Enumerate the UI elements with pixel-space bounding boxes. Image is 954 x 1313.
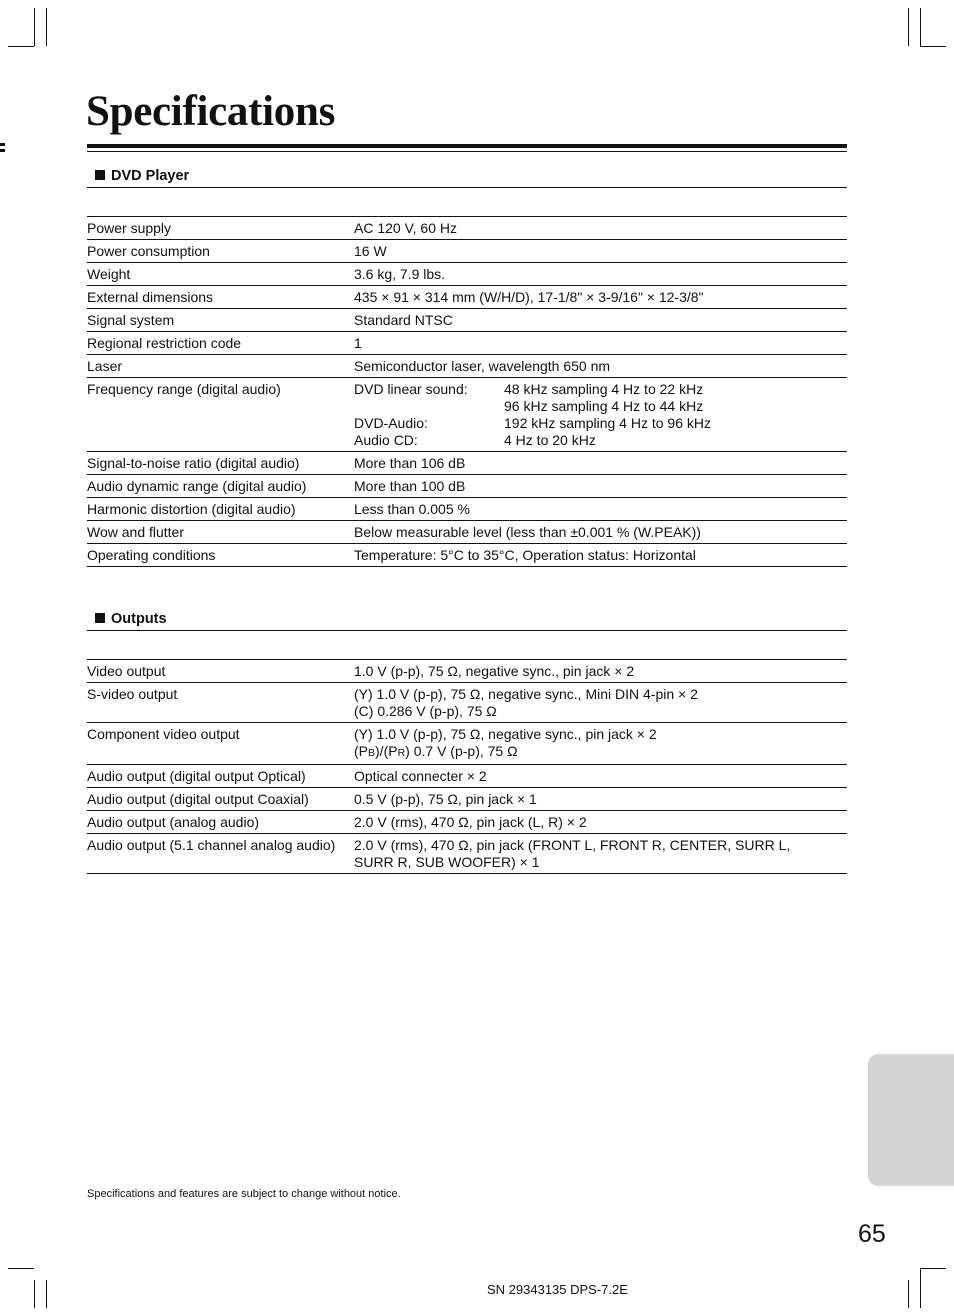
table-row <box>87 240 847 263</box>
crop-mark <box>46 1280 47 1308</box>
freq-key <box>354 398 504 415</box>
outputs-section-heading <box>95 610 167 628</box>
crop-mark <box>46 8 47 46</box>
spec-label: Wow and flutter <box>87 524 185 540</box>
spec-value <box>354 660 847 683</box>
spec-value-line <box>354 743 847 762</box>
spec-label: Audio output (analog audio) <box>87 814 260 830</box>
spec-value <box>354 834 847 874</box>
spec-value: Below measurable level (less than ±0.001 % (W.PEAK)) <box>354 524 701 540</box>
spec-value: More than 106 dB <box>354 455 466 471</box>
table-row <box>87 660 847 683</box>
spec-label: Weight <box>87 266 131 282</box>
spec-label: Operating conditions <box>87 547 216 563</box>
spec-value <box>354 811 847 834</box>
spec-value <box>354 378 847 452</box>
spec-value-line: Optical connecter × 2 <box>354 768 487 784</box>
crop-mark <box>8 46 34 47</box>
table-row <box>87 309 847 332</box>
spec-value: 3.6 kg, 7.9 lbs. <box>354 266 446 282</box>
table-row <box>87 286 847 309</box>
dvd-section-heading <box>95 167 189 185</box>
spec-value-line: (Y) 1.0 V (p-p), 75 Ω, negative sync., pin jack × 2 <box>354 726 657 742</box>
spec-value-line: (Y) 1.0 V (p-p), 75 Ω, negative sync., Mini DIN 4-pin × 2 <box>354 686 698 702</box>
spec-value-line: 2.0 V (rms), 470 Ω, pin jack (L, R) × 2 <box>354 814 587 830</box>
table-row <box>87 452 847 475</box>
freq-value: 4 Hz to 20 kHz <box>504 432 596 448</box>
freq-sublist <box>354 381 847 449</box>
dvd-spec-table <box>87 216 847 567</box>
pb-subscript: B <box>368 747 376 759</box>
crop-mark <box>34 1280 35 1308</box>
spec-label: Power supply <box>87 220 172 236</box>
table-row <box>87 683 847 723</box>
spec-label: Audio output (digital output Coaxial) <box>87 791 309 807</box>
spec-label: Regional restriction code <box>87 335 242 351</box>
spec-value-line: 0.5 V (p-p), 75 Ω, pin jack × 1 <box>354 791 537 807</box>
table-row <box>87 521 847 544</box>
spec-value-line: (C) 0.286 V (p-p), 75 Ω <box>354 703 497 719</box>
spec-value <box>354 683 847 723</box>
spec-value-line: SURR R, SUB WOOFER) × 1 <box>354 854 540 870</box>
spec-label: Power consumption <box>87 243 210 259</box>
spec-label: Audio dynamic range (digital audio) <box>87 478 307 494</box>
spec-value <box>354 723 847 765</box>
table-row <box>87 355 847 378</box>
spec-label: Signal-to-noise ratio (digital audio) <box>87 455 300 471</box>
crop-mark <box>908 1280 909 1308</box>
table-row <box>87 834 847 874</box>
spec-label: External dimensions <box>87 289 214 305</box>
table-row <box>87 811 847 834</box>
spec-value <box>354 788 847 811</box>
freq-value: 48 kHz sampling 4 Hz to 22 kHz <box>504 381 704 397</box>
freq-value: 96 kHz sampling 4 Hz to 44 kHz <box>504 398 704 414</box>
freq-key: Audio CD: <box>354 432 418 448</box>
crop-mark <box>920 8 921 46</box>
table-row <box>87 378 847 452</box>
page-number: 65 <box>858 1220 886 1248</box>
freq-key: DVD-Audio: <box>354 415 428 431</box>
spec-label: Video output <box>87 663 166 679</box>
table-row <box>87 217 847 240</box>
spec-value: 16 W <box>354 243 387 259</box>
outputs-spec-table <box>87 659 847 874</box>
spec-value <box>354 765 847 788</box>
margin-tick <box>0 149 5 152</box>
margin-tick <box>0 143 5 146</box>
title-rule <box>87 144 847 148</box>
spec-value: Semiconductor laser, wavelength 650 nm <box>354 358 611 374</box>
spec-value-line: 1.0 V (p-p), 75 Ω, negative sync., pin jack × 2 <box>354 663 635 679</box>
table-row <box>87 498 847 521</box>
page-title: Specifications <box>86 88 336 135</box>
spec-label: Signal system <box>87 312 175 328</box>
section-rule <box>87 630 847 631</box>
spec-value: AC 120 V, 60 Hz <box>354 220 457 236</box>
spec-label: Laser <box>87 358 123 374</box>
spec-value: More than 100 dB <box>354 478 466 494</box>
table-row <box>87 765 847 788</box>
spec-value: Standard NTSC <box>354 312 453 328</box>
pbpr-open: (P <box>354 743 368 759</box>
square-bullet-icon <box>95 613 105 623</box>
footnote: Specifications and features are subject to change without notice. <box>87 1188 401 1200</box>
spec-label: Audio output (digital output Optical) <box>87 768 306 784</box>
crop-mark <box>908 8 909 46</box>
spec-value: 435 × 91 × 314 mm (W/H/D), 17-1/8" × 3-9/16" × 12-3/8" <box>354 289 704 305</box>
spec-value: Less than 0.005 % <box>354 501 470 517</box>
table-row <box>87 332 847 355</box>
title-rule-thin <box>87 151 847 152</box>
crop-mark <box>8 1268 34 1269</box>
spec-value: 1 <box>354 335 362 351</box>
spec-value: Temperature: 5°C to 35°C, Operation status: Horizontal <box>354 547 696 563</box>
pbpr-rest: ) 0.7 V (p-p), 75 Ω <box>405 743 518 759</box>
section-rule <box>87 187 847 188</box>
spec-label: Audio output (5.1 channel analog audio) <box>87 837 336 853</box>
table-row <box>87 788 847 811</box>
square-bullet-icon <box>95 170 105 180</box>
spec-label: Frequency range (digital audio) <box>87 381 281 397</box>
outputs-heading-text: Outputs <box>111 611 167 627</box>
dvd-heading-text: DVD Player <box>111 168 190 184</box>
spec-label: Harmonic distortion (digital audio) <box>87 501 296 517</box>
spec-label: S-video output <box>87 686 178 702</box>
freq-key: DVD linear sound: <box>354 381 468 397</box>
table-row <box>87 723 847 765</box>
crop-mark <box>920 1268 946 1269</box>
table-row <box>87 544 847 567</box>
crop-mark <box>920 46 946 47</box>
document-id: SN 29343135 DPS-7.2E <box>487 1282 628 1297</box>
table-row <box>87 263 847 286</box>
pbpr-mid: )/(P <box>375 743 398 759</box>
crop-mark <box>34 8 35 46</box>
section-thumb-tab <box>868 1054 954 1186</box>
pr-subscript: R <box>397 747 406 759</box>
table-row <box>87 475 847 498</box>
spec-label: Component video output <box>87 726 240 742</box>
crop-mark <box>920 1268 921 1308</box>
spec-value-line: 2.0 V (rms), 470 Ω, pin jack (FRONT L, FRONT R, CENTER, SURR L, <box>354 837 791 853</box>
freq-value: 192 kHz sampling 4 Hz to 96 kHz <box>504 415 711 431</box>
